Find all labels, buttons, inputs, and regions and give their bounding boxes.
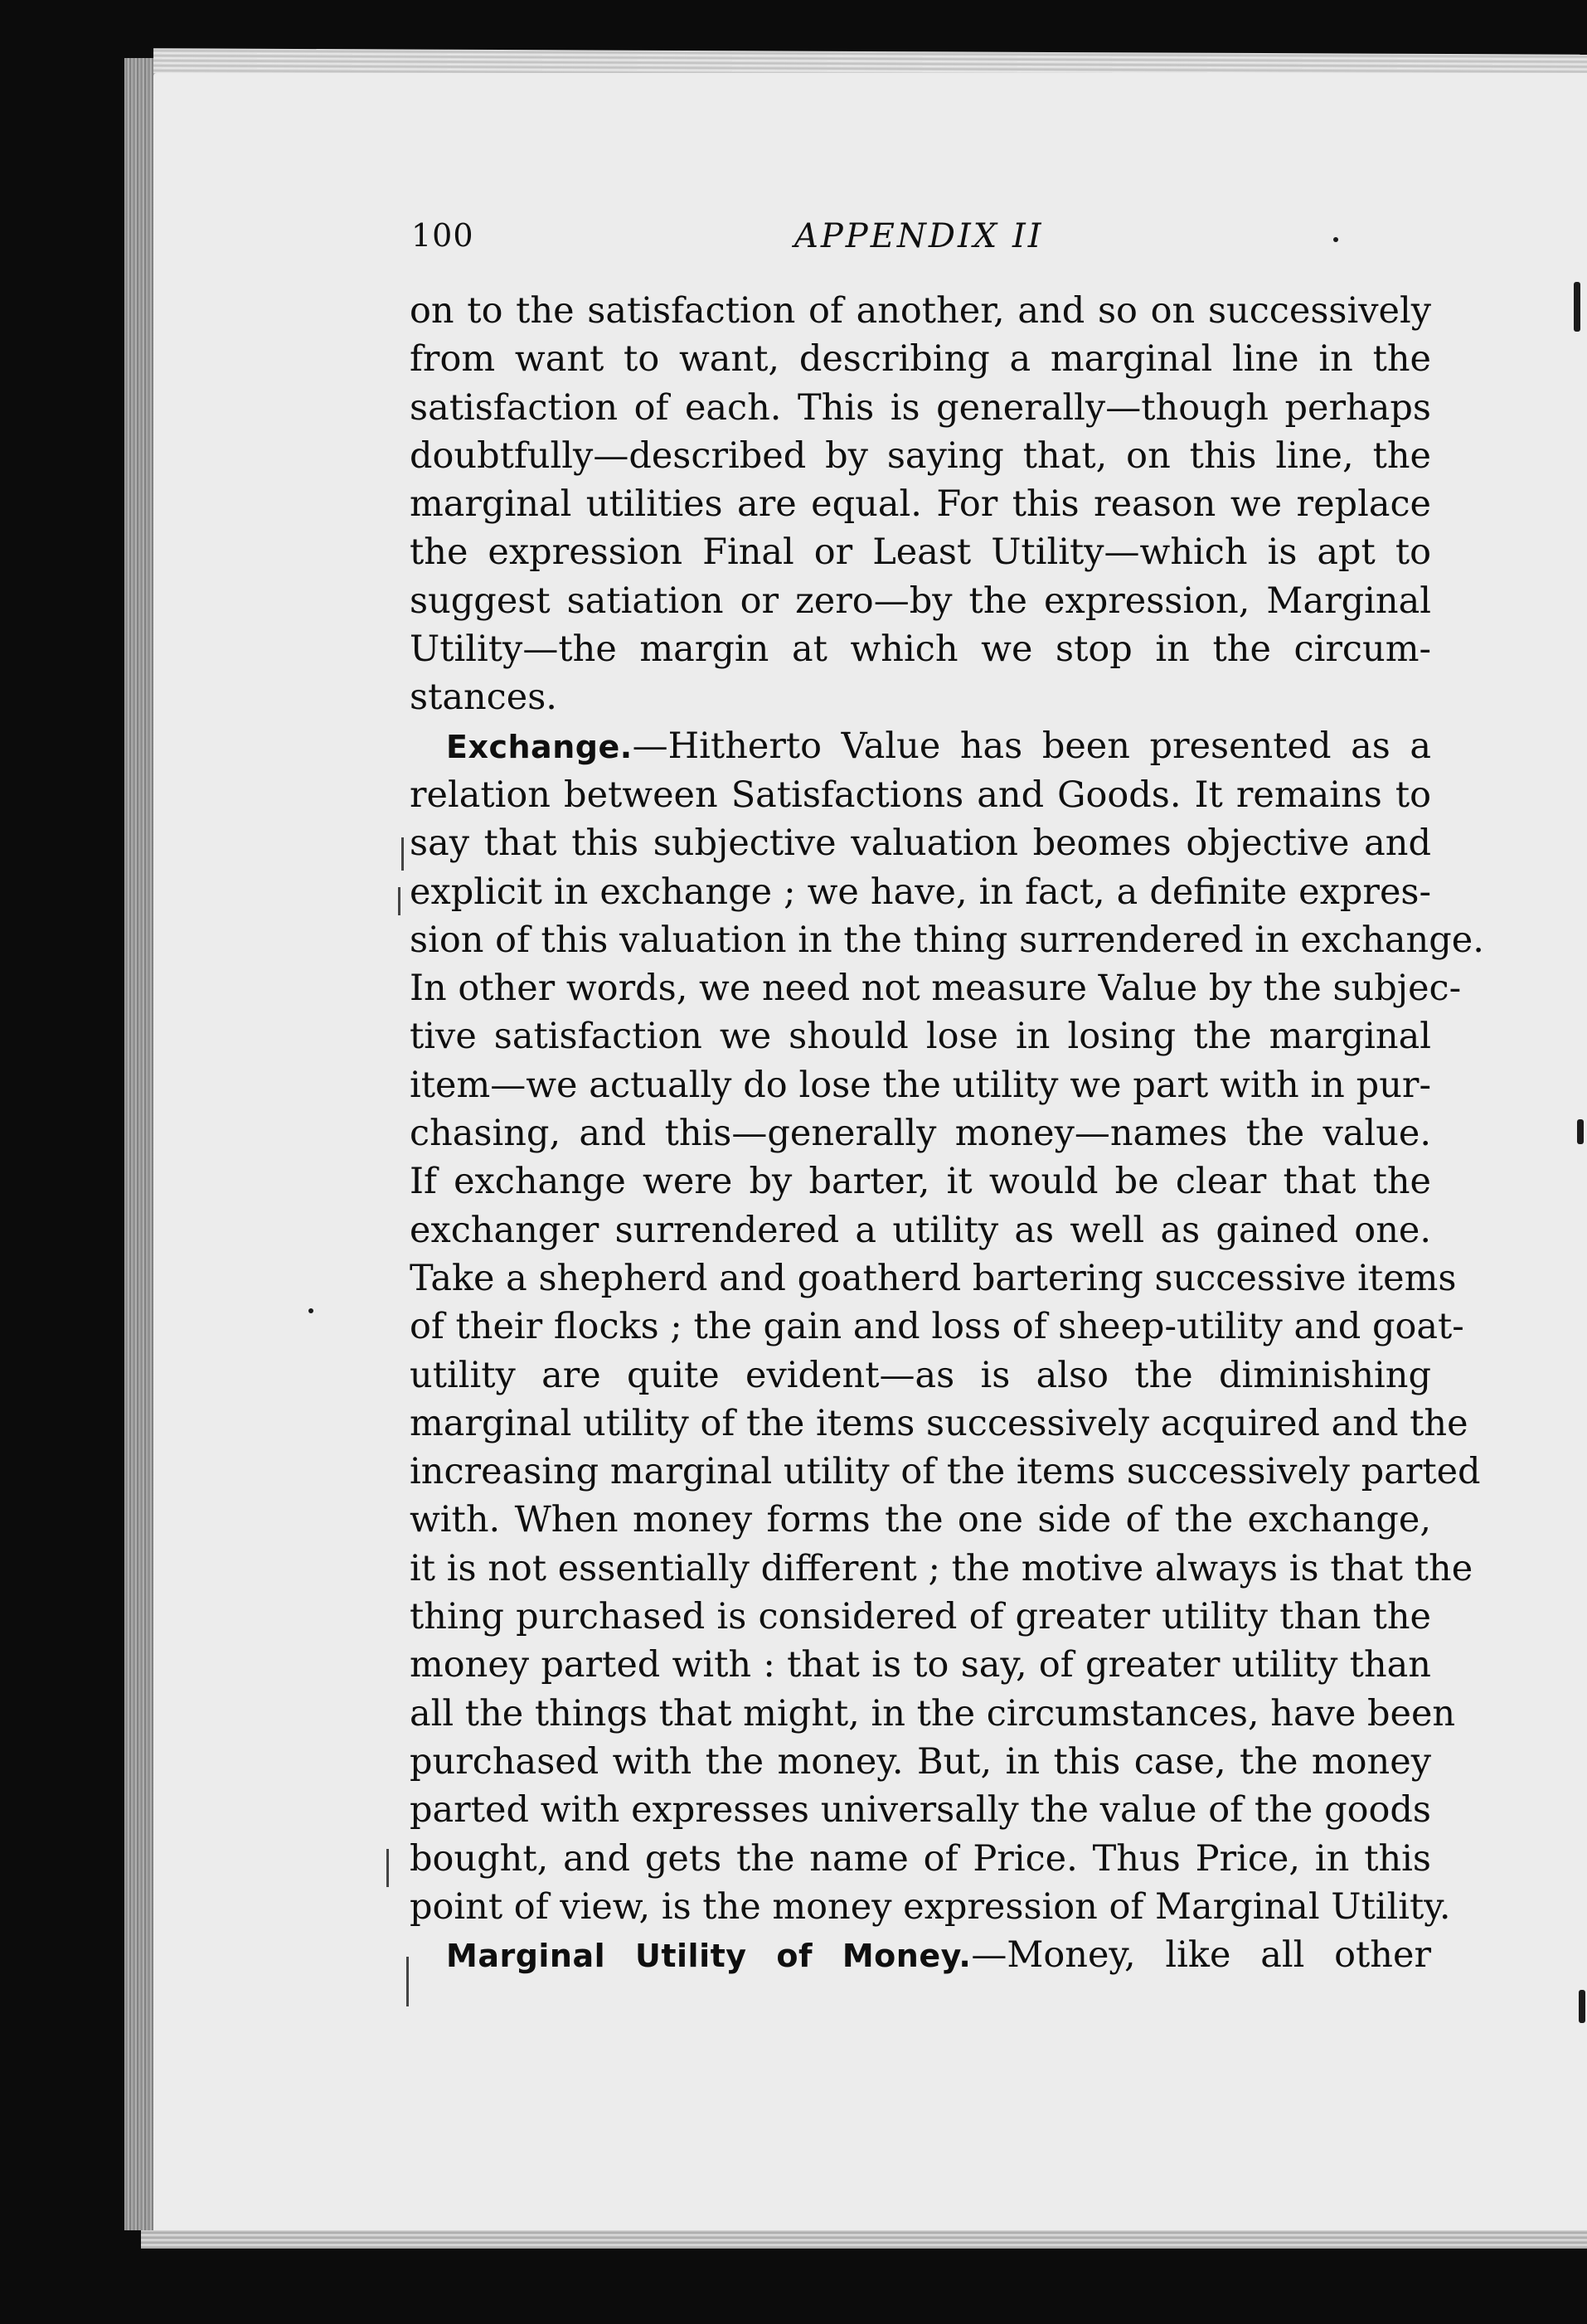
text-line: point of view, is the money expression of Marginal Utility. [410, 1885, 1451, 1928]
right-edge-mark [1574, 282, 1580, 332]
margin-mark [398, 887, 400, 915]
text-line: Utility—the margin at which we stop in the circum- [410, 628, 1431, 671]
text-line: chasing, and this—generally money—names the value. [410, 1113, 1431, 1155]
section-heading-marginal-utility-of-money: Marginal Utility of Money. [446, 1938, 972, 1975]
margin-mark [406, 1957, 409, 2006]
text-line: exchanger surrendered a utility as well as gained one. [410, 1209, 1431, 1251]
text-line: from want to want, describing a marginal line in the [410, 338, 1431, 381]
text-line: parted with expresses universally the value of the goods [410, 1789, 1431, 1832]
text-line: thing purchased is considered of greater utility than the [410, 1596, 1431, 1638]
text-line: increasing marginal utility of the items successively parted [410, 1451, 1481, 1493]
text-line: explicit in exchange ; we have, in fact, a definite expres- [410, 871, 1431, 913]
text-line: bought, and gets the name of Price. Thus Price, in this [410, 1837, 1431, 1880]
text-line: it is not essentially different ; the motive always is that the [410, 1547, 1473, 1589]
text-line: suggest satiation or zero—by the expression, Marginal [410, 580, 1431, 622]
text-line: satisfaction of each. This is generally—though perhaps [410, 386, 1431, 429]
paragraph [410, 287, 1431, 722]
section-heading-exchange: Exchange. [446, 728, 633, 765]
text-line: of their flocks ; the gain and loss of sheep-utility and goat- [410, 1306, 1464, 1348]
text-line: sion of this valuation in the thing surrendered in exchange. [410, 919, 1484, 961]
text-line: If exchange were by barter, it would be clear that the [410, 1161, 1431, 1203]
text-line: item—we actually do lose the utility we part with in pur- [410, 1064, 1431, 1106]
text-run: —Money, like all other [971, 1934, 1432, 1977]
margin-mark [401, 837, 404, 871]
text-line: purchased with the money. But, in this case, the money [410, 1740, 1431, 1783]
text-line: marginal utility of the items successively acquired and the [410, 1402, 1468, 1444]
bottom-page-edge [141, 2230, 1587, 2249]
paragraph-marginal-utility-of-money [410, 1931, 1431, 1980]
running-head [0, 217, 1587, 267]
text-line: on to the satisfaction of another, and so on successively [410, 290, 1431, 332]
text-line: In other words, we need not measure Value by the subjec- [410, 968, 1462, 1010]
right-edge-mark [1577, 1119, 1584, 1144]
text-line [410, 722, 1431, 771]
text-line: say that this subjective valuation beomes objective and [410, 822, 1431, 865]
text-line: stances. [410, 677, 557, 719]
text-line: money parted with : that is to say, of greater utility than [410, 1644, 1431, 1686]
body-text [410, 287, 1484, 1980]
running-title: APPENDIX II [794, 217, 1044, 255]
text-line: the expression Final or Least Utility—which is apt to [410, 531, 1431, 574]
text-line: marginal utilities are equal. For this reason we replace [410, 483, 1431, 526]
text-line: with. When money forms the one side of the exchange, [410, 1499, 1431, 1541]
paragraph-exchange [410, 722, 1484, 1931]
text-line: all the things that might, in the circumstances, have been [410, 1692, 1456, 1735]
text-line: tive satisfaction we should lose in losing the marginal [410, 1016, 1431, 1058]
right-edge-mark [1579, 1990, 1585, 2023]
text-line: doubtfully—described by saying that, on this line, the [410, 434, 1431, 477]
text-line [410, 1931, 1431, 1980]
text-line: utility are quite evident—as is also the diminishing [410, 1354, 1431, 1396]
text-run: —Hitherto Value has been presented as a [632, 725, 1431, 767]
text-line: relation between Satisfactions and Goods. It remains to [410, 774, 1431, 816]
page-number: 100 [411, 217, 474, 254]
text-line: Take a shepherd and goatherd bartering successive items [410, 1257, 1457, 1299]
scan-speck [308, 1308, 313, 1313]
margin-mark [386, 1849, 389, 1887]
